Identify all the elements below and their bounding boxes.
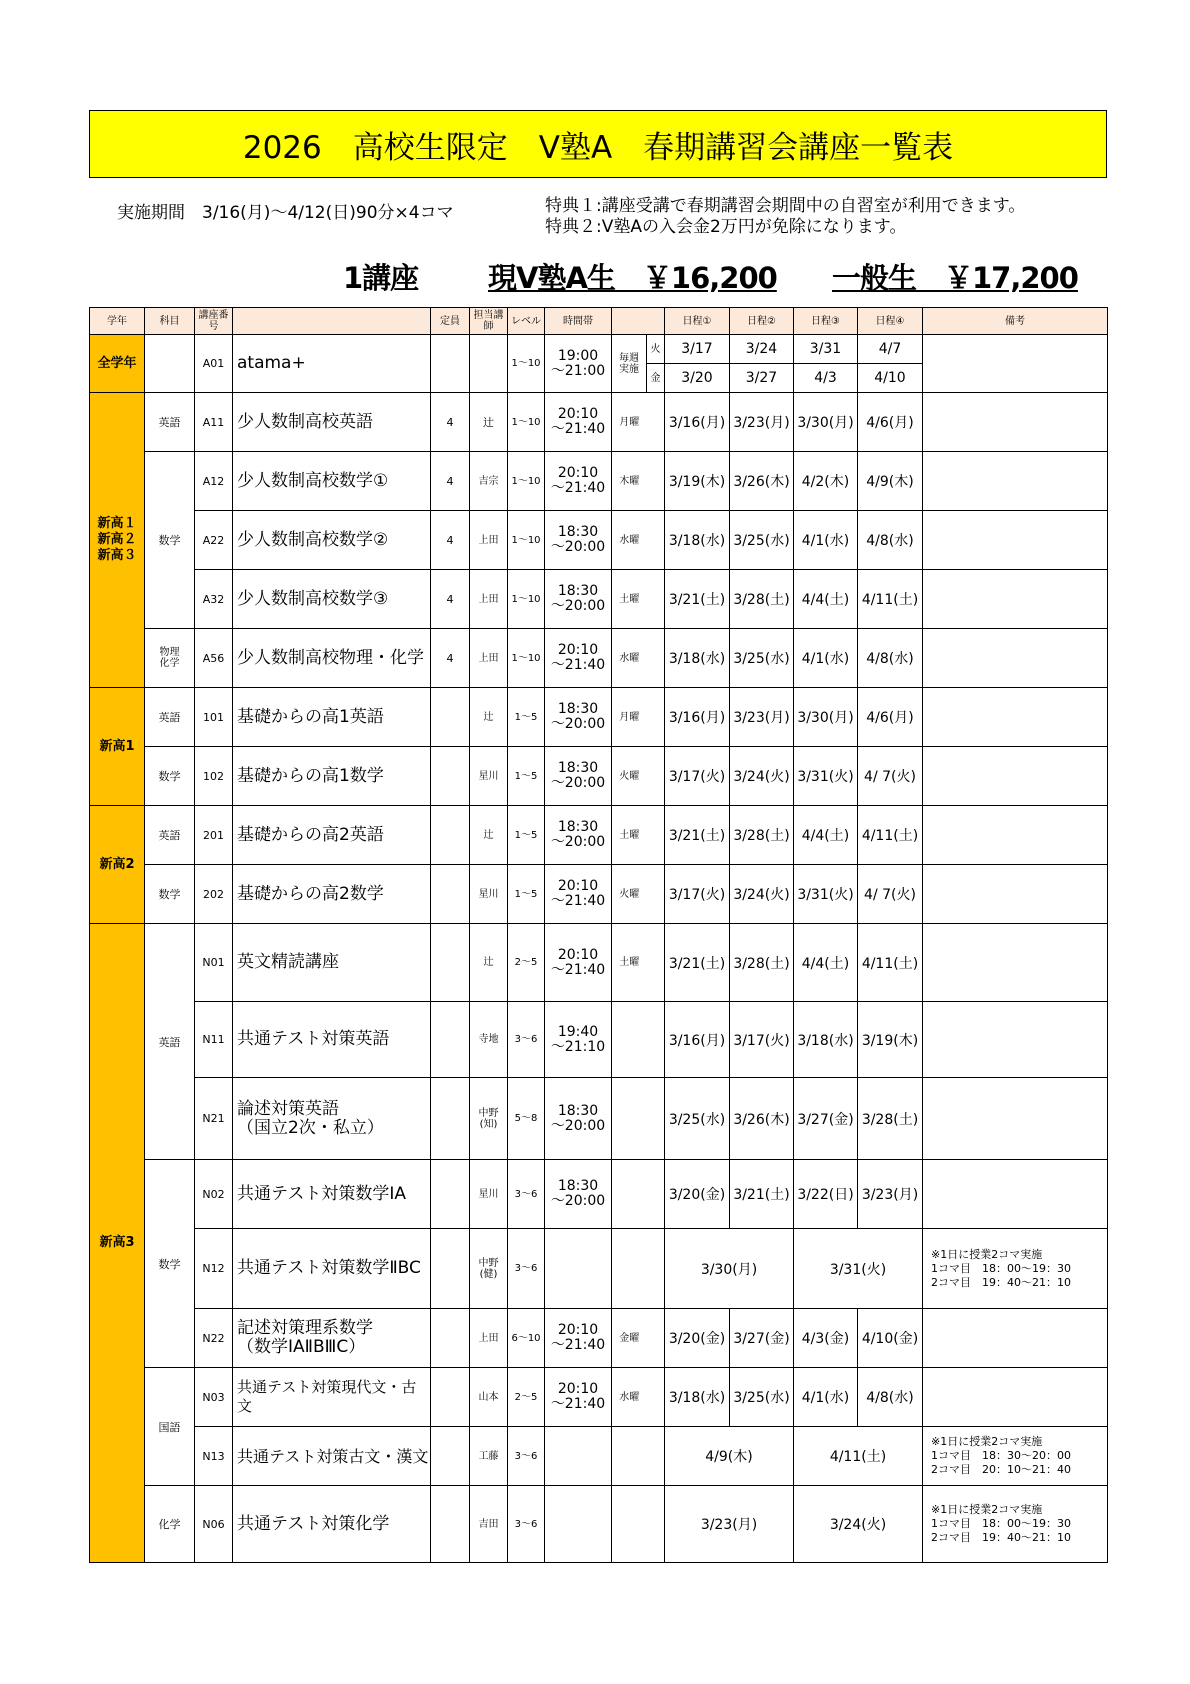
date-cell: 3/24(火) [730,747,794,806]
col-d1: 日程① [665,308,730,335]
time-cell: 18:30 ～20:00 [545,688,612,747]
date-cell: 3/30(月) [794,688,858,747]
date-cell: 3/27(金) [730,1309,794,1368]
note-line: 2コマ目 19：40～21：10 [931,1531,1071,1544]
col-code: 講座番号 [195,308,233,335]
col-notes: 備考 [923,308,1108,335]
day-cell: 水曜 [612,511,647,570]
col-time: 時間帯 [545,308,612,335]
date-cell: 3/25(水) [665,1078,730,1160]
date-cell: 3/28(土) [858,1078,923,1160]
date-cell: 3/19(木) [858,1002,923,1078]
date-cell: 4/6(月) [858,393,923,452]
grade-cell: 新高1 [90,688,145,806]
code-cell: N03 [195,1368,233,1427]
capacity-cell [431,688,470,747]
date-cell: 3/30(月) [794,393,858,452]
level-cell: 1～10 [508,511,545,570]
date-cell: 3/16(月) [665,688,730,747]
course-name: 少人数制高校物理・化学 [233,629,431,688]
date-cell: 4/ 7(火) [858,747,923,806]
date-cell: 3/19(木) [665,452,730,511]
teacher-cell: 中野 (健) [470,1229,508,1309]
course-name: 共通テスト対策英語 [233,1002,431,1078]
date-cell: 3/30(月) [665,1229,794,1309]
date-cell: 4/10(金) [858,1309,923,1368]
course-name: 少人数制高校数学① [233,452,431,511]
table-row [90,688,1108,747]
day-cell: 金曜 [612,1309,647,1368]
date-cell: 4/11(土) [858,806,923,865]
level-cell: 3～6 [508,1486,545,1563]
day-cell: 土曜 [612,806,647,865]
code-cell: A12 [195,452,233,511]
time-cell: 20:10 ～21:40 [545,393,612,452]
subject-cell: 国語 [145,1368,195,1486]
date-cell: 4/9(木) [665,1427,794,1486]
note-line: 2コマ目 19：40～21：10 [931,1275,1071,1289]
col-capacity: 定員 [431,308,470,335]
course-name: 少人数制高校英語 [233,393,431,452]
teacher-cell: 上田 [470,1309,508,1368]
teacher-cell: 星川 [470,747,508,806]
subject-cell: 化学 [145,1486,195,1563]
capacity-cell: 4 [431,452,470,511]
level-cell: 2～5 [508,1368,545,1427]
level-cell: 1～5 [508,747,545,806]
fri-cell: 金 [647,364,665,393]
level-cell: 3～6 [508,1427,545,1486]
notes-cell [923,806,1108,865]
course-name: 少人数制高校数学② [233,511,431,570]
date-cell: 3/20 [665,364,730,393]
date-cell: 3/21(土) [665,924,730,1002]
table-row [90,1427,1108,1486]
col-d2: 日程② [730,308,794,335]
level-cell: 2～5 [508,924,545,1002]
level-cell: 1～10 [508,570,545,629]
code-cell: 102 [195,747,233,806]
day-cell: 土曜 [612,924,647,1002]
notes-cell [923,1309,1108,1368]
time-cell: 20:10 ～21:40 [545,1368,612,1427]
day-cell: 土曜 [612,570,647,629]
subject-cell: 物理 化学 [145,629,195,688]
day-cell: 月曜 [612,393,647,452]
date-cell: 3/27 [730,364,794,393]
perk-1: 特典１:講座受講で春期講習会期間中の自習室が利用できます。 [545,196,1026,216]
date-cell: 3/28(土) [730,924,794,1002]
date-cell: 3/27(金) [794,1078,858,1160]
course-name: 基礎からの高2英語 [233,806,431,865]
date-cell: 3/28(土) [730,806,794,865]
date-cell: 3/21(土) [665,806,730,865]
table-row [90,924,1108,1002]
table-row [90,1368,1108,1427]
date-cell: 4/ 7(火) [858,865,923,924]
notes-cell [923,1078,1108,1160]
level-cell: 3～6 [508,1229,545,1309]
notes-cell [923,865,1108,924]
date-cell: 3/21(土) [730,1160,794,1229]
notes-cell [923,1229,1108,1309]
code-cell: N02 [195,1160,233,1229]
date-cell: 4/8(水) [858,1368,923,1427]
notes-cell [923,335,1108,393]
notes-cell [923,924,1108,1002]
time-cell [545,1486,612,1563]
code-cell: A56 [195,629,233,688]
date-cell: 3/21(土) [665,570,730,629]
date-cell: 4/6(月) [858,688,923,747]
table-row [90,511,1108,570]
table-row [90,1229,1108,1309]
date-cell: 3/24(火) [794,1486,923,1563]
code-cell: A01 [195,335,233,393]
date-cell: 3/28(土) [730,570,794,629]
code-cell: 101 [195,688,233,747]
level-cell: 1～10 [508,629,545,688]
capacity-cell [431,1160,470,1229]
date-cell: 3/17(火) [665,865,730,924]
subject-cell: 英語 [145,924,195,1160]
notes-cell [923,511,1108,570]
table-row [90,1002,1108,1078]
teacher-cell: 辻 [470,806,508,865]
level-cell: 6～10 [508,1309,545,1368]
weekly-cell: 毎週 実施 [612,335,647,393]
date-cell: 4/8(水) [858,511,923,570]
capacity-cell: 4 [431,393,470,452]
course-name: 記述対策理系数学 （数学ⅠAⅡBⅢC） [233,1309,431,1368]
table-row [90,1309,1108,1368]
capacity-cell [431,1427,470,1486]
subject-cell: 数学 [145,452,195,629]
col-level: レベル [508,308,545,335]
capacity-cell [431,806,470,865]
course-name: 論述対策英語 （国立2次・私立） [233,1078,431,1160]
date-cell: 3/18(水) [665,629,730,688]
table-row [90,1160,1108,1229]
time-cell: 20:10 ～21:40 [545,865,612,924]
time-cell: 19:00 ～21:00 [545,335,612,393]
course-name: 共通テスト対策数学ⅡBC [233,1229,431,1309]
capacity-cell [431,1229,470,1309]
teacher-cell: 上田 [470,570,508,629]
price-member: 現V塾A生 ￥16,200 [488,261,777,295]
date-cell: 3/18(水) [794,1002,858,1078]
note-line: 1コマ目 18：30～20：00 [931,1449,1071,1462]
notes-cell [923,688,1108,747]
note-line: 1コマ目 18：00～19：30 [931,1517,1071,1530]
time-cell: 18:30 ～20:00 [545,1078,612,1160]
date-cell: 4/11(土) [794,1427,923,1486]
subject-cell: 数学 [145,747,195,806]
course-name: 英文精読講座 [233,924,431,1002]
day-cell: 水曜 [612,1368,647,1427]
code-cell: N01 [195,924,233,1002]
date-cell: 4/1(水) [794,629,858,688]
notes-cell [923,1002,1108,1078]
date-cell: 3/24 [730,335,794,364]
date-cell: 4/2(木) [794,452,858,511]
time-cell: 20:10 ～21:40 [545,924,612,1002]
date-cell: 3/25(水) [730,511,794,570]
date-cell: 4/4(土) [794,806,858,865]
page-title: 2026 高校生限定 V塾A 春期講習会講座一覧表 [89,110,1107,178]
date-cell: 3/31(火) [794,747,858,806]
table-row [90,452,1108,511]
col-day [612,308,665,335]
date-cell: 3/31 [794,335,858,364]
teacher-cell: 寺地 [470,1002,508,1078]
date-cell: 3/18(水) [665,511,730,570]
course-name: 共通テスト対策現代文・古文 [233,1368,431,1427]
date-cell: 3/18(水) [665,1368,730,1427]
course-name: 共通テスト対策数学ⅠA [233,1160,431,1229]
table-row [90,393,1108,452]
level-cell: 1～5 [508,688,545,747]
date-cell: 4/4(土) [794,924,858,1002]
capacity-cell [431,865,470,924]
col-subject: 科目 [145,308,195,335]
date-cell: 3/17 [665,335,730,364]
code-cell: A32 [195,570,233,629]
table-row [90,335,1108,364]
code-cell: 201 [195,806,233,865]
date-cell: 4/1(水) [794,1368,858,1427]
date-cell: 4/8(水) [858,629,923,688]
subject-cell: 英語 [145,688,195,747]
notes-cell [923,747,1108,806]
note-line: ※1日に授業2コマ実施 [931,1435,1043,1448]
level-cell: 1～5 [508,865,545,924]
time-cell: 18:30 ～20:00 [545,747,612,806]
subject-cell [145,335,195,393]
code-cell: N11 [195,1002,233,1078]
note-line: 1コマ目 18：00～19：30 [931,1261,1071,1275]
notes-cell [923,452,1108,511]
teacher-cell: 吉田 [470,1486,508,1563]
course-table [89,307,1108,1563]
note-line: ※1日に授業2コマ実施 [931,1503,1043,1516]
notes-cell [923,1368,1108,1427]
capacity-cell [431,335,470,393]
course-name: 共通テスト対策化学 [233,1486,431,1563]
notes-cell [923,1427,1108,1486]
level-cell: 1～10 [508,335,545,393]
teacher-cell: 吉宗 [470,452,508,511]
level-cell: 5～8 [508,1078,545,1160]
date-cell: 3/31(火) [794,865,858,924]
day-cell: 火曜 [612,747,647,806]
date-cell: 4/11(土) [858,570,923,629]
date-cell: 4/11(土) [858,924,923,1002]
time-cell: 20:10 ～21:40 [545,452,612,511]
code-cell: N22 [195,1309,233,1368]
date-cell: 4/1(水) [794,511,858,570]
notes-cell [923,1486,1108,1563]
code-cell: N13 [195,1427,233,1486]
code-cell: 202 [195,865,233,924]
date-cell: 4/7 [858,335,923,364]
table-row [90,1486,1108,1563]
note-line: 2コマ目 20：10～21：40 [931,1463,1071,1476]
tue-cell: 火 [647,335,665,364]
teacher-cell: 星川 [470,1160,508,1229]
capacity-cell [431,1368,470,1427]
date-cell: 3/17(火) [665,747,730,806]
day-cell: 木曜 [612,452,647,511]
teacher-cell: 辻 [470,924,508,1002]
date-cell: 4/9(木) [858,452,923,511]
time-cell: 18:30 ～20:00 [545,570,612,629]
price-unit: 1講座 [343,261,419,295]
teacher-cell: 山本 [470,1368,508,1427]
course-name: 共通テスト対策古文・漢文 [233,1427,431,1486]
day-cell: 火曜 [612,865,647,924]
capacity-cell [431,1309,470,1368]
time-cell: 18:30 ～20:00 [545,511,612,570]
level-cell: 3～6 [508,1002,545,1078]
teacher-cell: 中野 (知) [470,1078,508,1160]
date-cell: 4/10 [858,364,923,393]
level-cell: 3～6 [508,1160,545,1229]
date-cell: 3/23(月) [665,1486,794,1563]
code-cell: N06 [195,1486,233,1563]
date-cell: 3/20(金) [665,1160,730,1229]
level-cell: 1～10 [508,393,545,452]
level-cell: 1～5 [508,806,545,865]
date-cell: 3/23(月) [730,393,794,452]
date-cell: 3/23(月) [858,1160,923,1229]
subject-cell: 英語 [145,393,195,452]
subject-cell: 英語 [145,806,195,865]
date-cell: 3/31(火) [794,1229,923,1309]
table-row [90,747,1108,806]
teacher-cell [470,335,508,393]
date-cell: 3/26(木) [730,1078,794,1160]
date-cell: 3/16(月) [665,1002,730,1078]
grade-cell: 全学年 [90,335,145,393]
perk-2: 特典２:V塾Aの入会金2万円が免除になります。 [545,217,907,237]
capacity-cell [431,1486,470,1563]
code-cell: N21 [195,1078,233,1160]
col-d4: 日程④ [858,308,923,335]
teacher-cell: 上田 [470,629,508,688]
teacher-cell: 工藤 [470,1427,508,1486]
notes-cell [923,393,1108,452]
date-cell: 3/26(木) [730,452,794,511]
date-cell: 4/3(金) [794,1309,858,1368]
time-cell: 18:30 ～20:00 [545,1160,612,1229]
capacity-cell: 4 [431,570,470,629]
course-name: atama+ [233,335,431,393]
capacity-cell: 4 [431,511,470,570]
date-cell: 3/16(月) [665,393,730,452]
table-row [90,1078,1108,1160]
subject-cell: 数学 [145,1160,195,1368]
date-cell: 3/24(火) [730,865,794,924]
price-general: 一般生 ￥17,200 [832,261,1078,295]
grade-cell: 新高2 [90,806,145,924]
capacity-cell [431,1002,470,1078]
capacity-cell [431,1078,470,1160]
teacher-cell: 辻 [470,688,508,747]
course-name: 少人数制高校数学③ [233,570,431,629]
date-cell: 3/23(月) [730,688,794,747]
notes-cell [923,1160,1108,1229]
perks [545,196,1025,238]
col-grade: 学年 [90,308,145,335]
notes-cell [923,629,1108,688]
day-cell: 水曜 [612,629,647,688]
date-cell: 4/4(土) [794,570,858,629]
date-cell: 3/22(日) [794,1160,858,1229]
teacher-cell: 星川 [470,865,508,924]
col-teacher: 担当講師 [470,308,508,335]
code-cell: A11 [195,393,233,452]
time-cell [545,1427,612,1486]
code-cell: N12 [195,1229,233,1309]
time-cell: 19:40 ～21:10 [545,1002,612,1078]
table-row [90,570,1108,629]
header-row [90,308,1108,335]
time-cell: 20:10 ～21:40 [545,629,612,688]
course-name: 基礎からの高1英語 [233,688,431,747]
notes-cell [923,570,1108,629]
capacity-cell [431,924,470,1002]
table-row [90,806,1108,865]
course-name: 基礎からの高1数学 [233,747,431,806]
time-cell [545,1229,612,1309]
code-cell: A22 [195,511,233,570]
date-cell: 3/17(火) [730,1002,794,1078]
period-text: 実施期間 3/16(月)～4/12(日)90分×4コマ [117,203,454,223]
capacity-cell: 4 [431,629,470,688]
day-cell: 月曜 [612,688,647,747]
time-cell: 18:30 ～20:00 [545,806,612,865]
date-cell: 4/3 [794,364,858,393]
table-row [90,629,1108,688]
table-row [90,865,1108,924]
date-cell: 3/20(金) [665,1309,730,1368]
grade-cell: 新高１ 新高２ 新高３ [90,393,145,688]
grade-cell: 新高3 [90,924,145,1563]
teacher-cell: 辻 [470,393,508,452]
course-name: 基礎からの高2数学 [233,865,431,924]
col-name [233,308,431,335]
capacity-cell [431,747,470,806]
time-cell: 20:10 ～21:40 [545,1309,612,1368]
note-line: ※1日に授業2コマ実施 [931,1247,1043,1261]
level-cell: 1～10 [508,452,545,511]
col-d3: 日程③ [794,308,858,335]
teacher-cell: 上田 [470,511,508,570]
subject-cell: 数学 [145,865,195,924]
date-cell: 3/25(水) [730,629,794,688]
date-cell: 3/25(水) [730,1368,794,1427]
